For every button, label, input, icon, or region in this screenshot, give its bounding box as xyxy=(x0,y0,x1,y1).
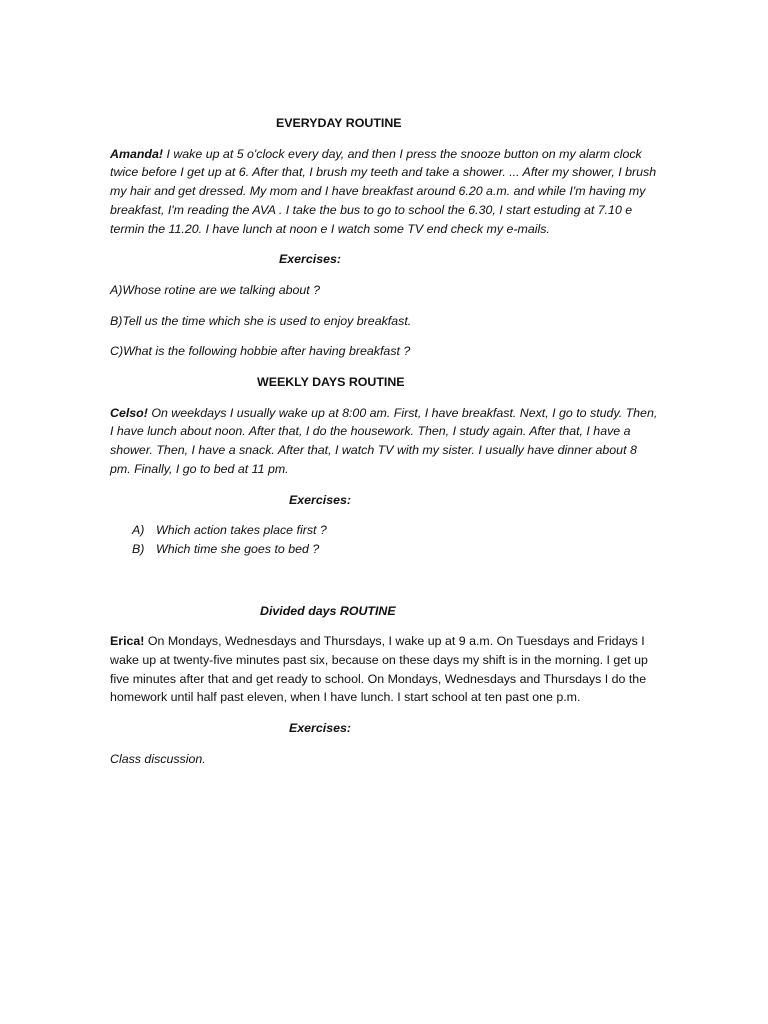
list-item xyxy=(110,521,658,540)
section-title-weekly-days-routine: WEEKLY DAYS ROUTINE xyxy=(257,375,405,390)
class-discussion: Class discussion. xyxy=(110,751,206,766)
celso-paragraph xyxy=(110,404,658,479)
section-title-divided-days-routine: Divided days ROUTINE xyxy=(260,603,396,618)
document-content xyxy=(110,114,658,781)
exercises-title-2: Exercises: xyxy=(289,492,352,507)
question-1a: A)Whose rotine are we talking about ? xyxy=(110,282,321,297)
list-item-text: Which action takes place first ? xyxy=(156,523,327,538)
question-1b: B)Tell us the time which she is used to enjoy breakfast. xyxy=(110,313,412,328)
erica-text: On Mondays, Wednesdays and Thursdays, I wake up at 9 a.m. On Tuesdays and Fridays I wake up at twenty-five minutes past six, because on these days my shift is in the morning. I get up five minutes after that and get ready to school. On Mondays, Wednesdays and Thursdays I do the homework until half past eleven, when I have lunch. I start school at ten past one p.m. xyxy=(110,634,648,705)
list-marker: A) xyxy=(132,523,145,538)
exercises-title-1: Exercises: xyxy=(279,252,342,267)
speaker-erica: Erica! xyxy=(110,634,145,649)
list-item-text: Which time she goes to bed ? xyxy=(156,541,320,556)
question-1c: C)What is the following hobbie after having breakfast ? xyxy=(110,344,411,359)
speaker-amanda: Amanda! xyxy=(110,146,164,161)
section-title-everyday-routine: EVERYDAY ROUTINE xyxy=(276,116,402,130)
exercises-title-3: Exercises: xyxy=(289,721,352,736)
amanda-paragraph xyxy=(110,145,658,239)
amanda-text: I wake up at 5 o'clock every day, and then I press the snooze button on my alarm clock twice before I get up at 6. After that, I brush my teeth and take a shower. ... After my shower, I brush my hair and get dressed. My mom and I have breakfast around 6.20 a.m. and while I'm having my breakfast, I'm reading the AVA . I take the bus to go to school the 6.30, I start estuding at 7.10 e termin the 11.20. I have lunch at noon e I watch some TV end check my e-mails. xyxy=(110,146,657,236)
list-item xyxy=(110,540,658,559)
exercise-list-2 xyxy=(110,521,658,558)
erica-paragraph xyxy=(110,632,658,707)
section-spacer xyxy=(110,571,658,602)
speaker-celso: Celso! xyxy=(110,405,148,420)
list-marker: B) xyxy=(132,541,145,556)
celso-text: On weekdays I usually wake up at 8:00 am. First, I have breakfast. Next, I go to study. Then, I have lunch about noon. After that, I do the housework. Then, I study again. After that, I have a shower. Then, I have a snack. After that, I watch TV with my sister. I usually have dinner about 8 pm. Finally, I go to bed at 11 pm. xyxy=(110,405,658,476)
